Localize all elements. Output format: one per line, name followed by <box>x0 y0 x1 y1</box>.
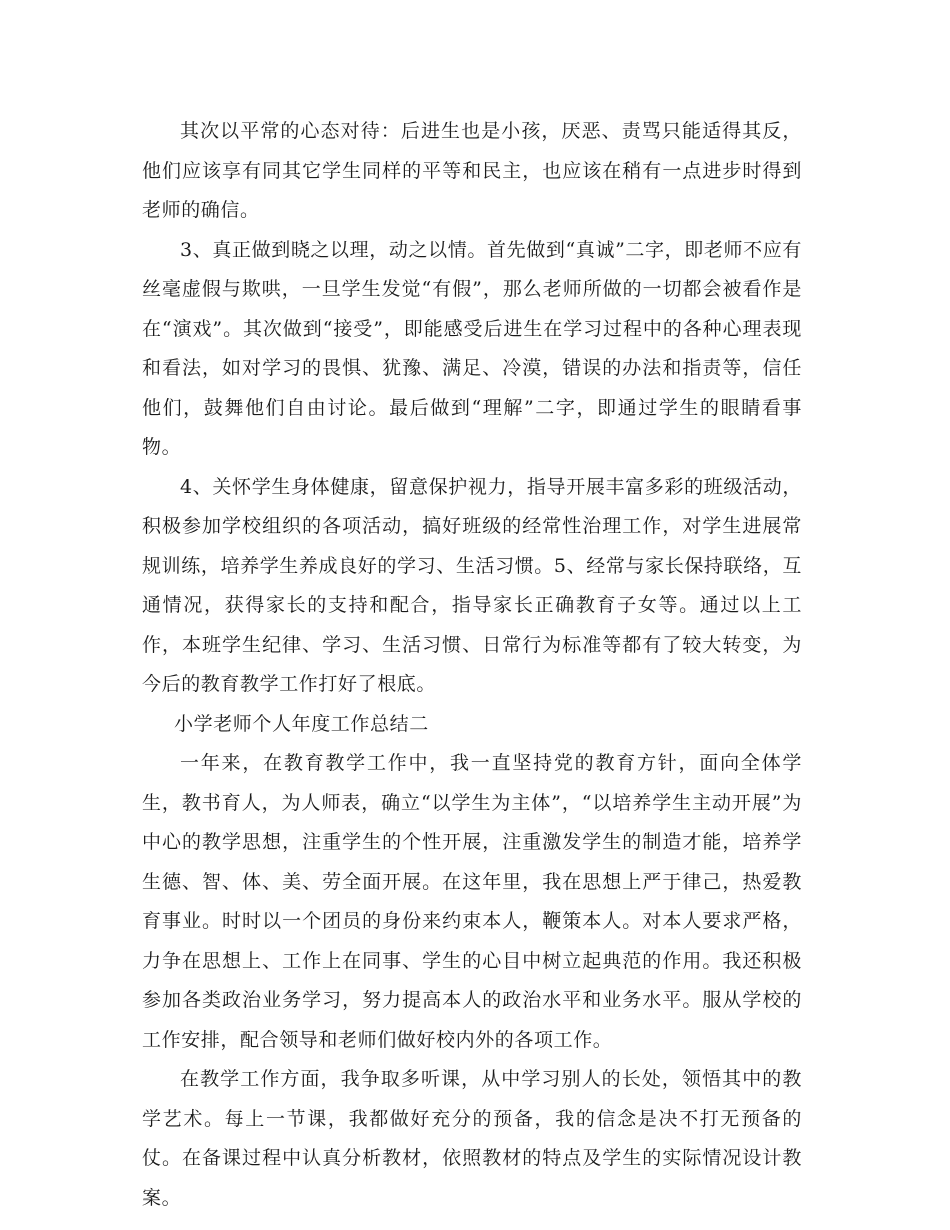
paragraph-point-4-5: 4、关怀学生身体健康，留意保护视力，指导开展丰富多彩的班级活动，积极参加学校组织的各项活动，搞好班级的经常性治理工作，对学生进展常规训练，培养学生养成良好的学习、生活习惯。5、经常与家长保持联络，互通情况，获得家长的支持和配合，指导家长正确教育子女等。通过以上工作，本班学生纪律、学习、生活习惯、日常行为标准等都有了较大转变，为今后的教育教学工作打好了根底。 <box>142 475 802 695</box>
paragraph-point-3: 3、真正做到晓之以理，动之以情。首先做到“真诚”二字，即老师不应有丝毫虚假与欺哄，一旦学生发觉“有假”，那么老师所做的一切都会被看作是在“演戏”。其次做到“接受”，即能感受后进生在学习过程中的各种心理表现和看法，如对学习的畏惧、犹豫、满足、冷漠，错误的办法和指责等，信任他们，鼓舞他们自由讨论。最后做到“理解”二字，即通过学生的眼睛看事物。 <box>142 238 802 458</box>
paragraph-year-review: 一年来，在教育教学工作中，我一直坚持党的教育方针，面向全体学生，教书育人，为人师表，确立“以学生为主体”，“以培养学生主动开展”为中心的教学思想，注重学生的个性开展，注重激发学生的制造才能，培养学生德、智、体、美、劳全面开展。在这年里，我在思想上严于律己，热爱教育事业。时时以一个团员的身份来约束本人，鞭策本人。对本人要求严格，力争在思想上、工作上在同事、学生的心目中树立起典范的作用。我还积极参加各类政治业务学习，努力提高本人的政治水平和业务水平。服从学校的工作安排，配合领导和老师们做好校内外的各项工作。 <box>142 752 802 1051</box>
paragraph-attitude: 其次以平常的心态对待：后进生也是小孩，厌恶、责骂只能适得其反，他们应该享有同其它学生同样的平等和民主，也应该在稍有一点进步时得到老师的确信。 <box>142 120 802 221</box>
paragraph-teaching-work: 在教学工作方面，我争取多听课，从中学习别人的长处，领悟其中的教学艺术。每上一节课，我都做好充分的预备，我的信念是决不打无预备的仗。在备课过程中认真分析教材，依照教材的特点及学生的实际情况设计教案。 <box>142 1068 802 1209</box>
document-body <box>142 112 802 1218</box>
section-heading: 小学老师个人年度工作总结二 <box>174 712 429 735</box>
